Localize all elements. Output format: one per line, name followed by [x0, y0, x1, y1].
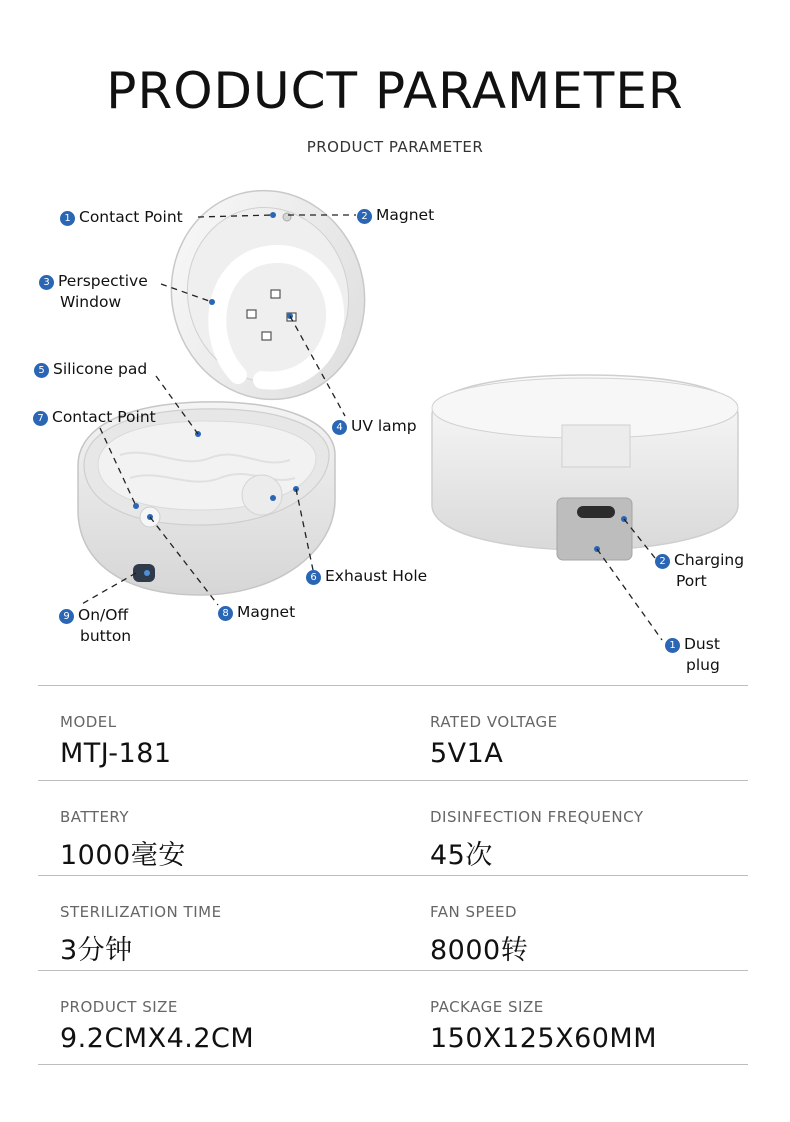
page-title: PRODUCT PARAMETER [106, 62, 684, 120]
usb-c-port [577, 506, 615, 518]
spec-value: 1000毫安 [60, 840, 186, 871]
callout-label: Magnet [376, 206, 435, 224]
callout-label: Charging [674, 551, 745, 569]
callout-uv-lamp [332, 416, 417, 437]
product-diagram [0, 180, 790, 685]
callout-label: Port [676, 572, 707, 590]
callout-number-badge: 6 [306, 570, 321, 585]
spec-row [38, 685, 748, 780]
callout-label: plug [686, 656, 720, 674]
callout-label: Silicone pad [53, 360, 148, 378]
marker-dot [270, 212, 276, 218]
callout-number-badge: 1 [60, 211, 75, 226]
spec-label: MODEL [60, 713, 117, 731]
spec-value: 3分钟 [60, 935, 133, 966]
spec-label: FAN SPEED [430, 903, 518, 921]
exhaust-hole [242, 475, 282, 515]
marker-dot [270, 495, 276, 501]
spec-value: 8000转 [430, 935, 529, 966]
callout-silicone-pad [34, 359, 147, 380]
spec-row [38, 780, 748, 875]
callout-number-badge: 9 [59, 609, 74, 624]
callout-number-badge: 4 [332, 420, 347, 435]
page-subtitle: PRODUCT PARAMETER [306, 138, 484, 156]
callout-label: Contact Point [79, 208, 183, 226]
callout-number-badge: 5 [34, 363, 49, 378]
spec-table [38, 685, 748, 1065]
closed-case [432, 375, 738, 640]
callout-number-badge: 2 [357, 209, 372, 224]
spec-label: RATED VOLTAGE [430, 713, 558, 731]
callout-contact-point-bottom [33, 407, 156, 428]
callout-number-badge: 3 [39, 275, 54, 290]
open-case [78, 180, 388, 605]
callout-contact-point-top [60, 207, 183, 228]
spec-row [38, 970, 748, 1065]
callout-label: UV lamp [351, 417, 417, 435]
spec-label: PACKAGE SIZE [430, 998, 544, 1016]
callout-exhaust-hole [306, 566, 427, 587]
marker-dot [209, 299, 215, 305]
callout-label: Perspective [58, 272, 148, 290]
spec-label: PRODUCT SIZE [60, 998, 178, 1016]
lid-contact-point [283, 213, 291, 221]
callout-number-badge: 8 [218, 606, 233, 621]
callout-perspective-window [39, 271, 148, 313]
spec-label: DISINFECTION FREQUENCY [430, 808, 644, 826]
callout-label: Magnet [237, 603, 296, 621]
uv-lamp [271, 290, 280, 298]
spec-value: MTJ-181 [60, 738, 172, 769]
callout-on-off-button [59, 605, 131, 647]
callout-label: On/Off [78, 606, 129, 624]
callout-magnet-top [357, 205, 434, 226]
callout-label: Exhaust Hole [325, 567, 428, 585]
callout-number-badge: 1 [665, 638, 680, 653]
callout-label: Window [60, 293, 122, 311]
spec-value: 150X125X60MM [430, 1023, 658, 1054]
power-indicator [144, 570, 150, 576]
callout-dust-plug [665, 634, 720, 676]
uv-lamp [262, 332, 271, 340]
spec-label: BATTERY [60, 808, 130, 826]
callout-label: Dust [684, 635, 720, 653]
callout-label: Contact Point [52, 408, 156, 426]
hinge-clip [562, 425, 630, 467]
spec-value: 5V1A [430, 738, 504, 769]
callout-label: button [80, 627, 132, 645]
marker-dot [133, 503, 139, 509]
spec-value: 9.2CMX4.2CM [60, 1023, 255, 1054]
callout-number-badge: 2 [655, 554, 670, 569]
spec-label: STERILIZATION TIME [60, 903, 222, 921]
spec-value: 45次 [430, 840, 493, 871]
callout-magnet-bottom [218, 602, 295, 623]
callout-number-badge: 7 [33, 411, 48, 426]
spec-row [38, 875, 748, 970]
callout-charging-port [655, 550, 744, 592]
uv-lamp [247, 310, 256, 318]
